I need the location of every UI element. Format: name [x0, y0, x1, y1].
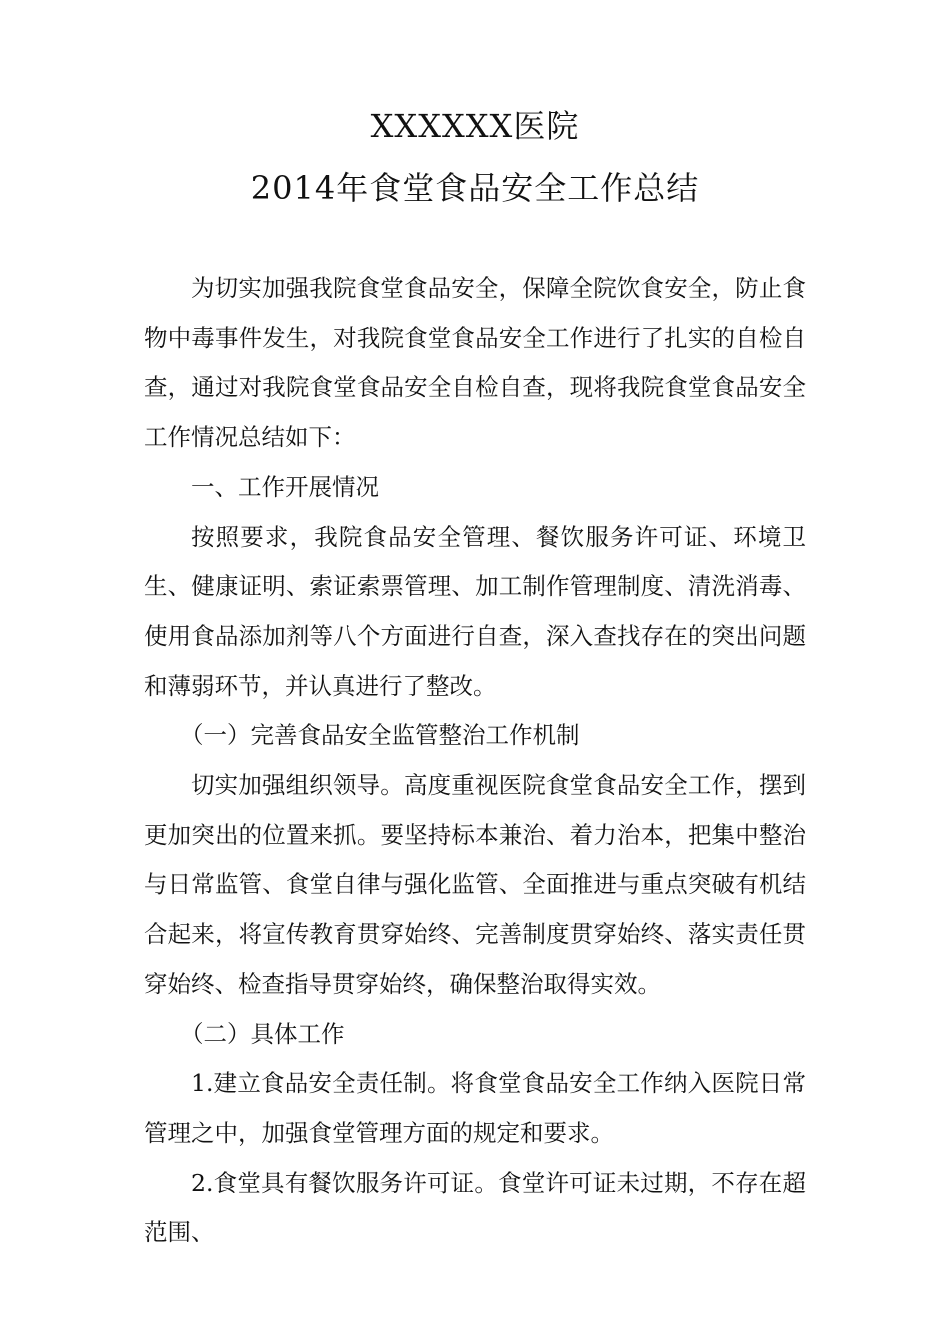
- section-paragraph-work-status: 按照要求，我院食品安全管理、餐饮服务许可证、环境卫生、健康证明、索证索票管理、加工制作管理制度、清洗消毒、使用食品添加剂等八个方面进行自查，深入查找存在的突出问题和薄弱环节，并认真进行了整改。: [144, 522, 806, 700]
- subsection-heading-specific-work: （二）具体工作: [180, 1019, 345, 1048]
- section-heading-work-status: 一、工作开展情况: [191, 472, 379, 501]
- intro-paragraph: 为切实加强我院食堂食品安全，保障全院饮食安全，防止食物中毒事件发生，对我院食堂食品安全工作进行了扎实的自检自查，通过对我院食堂食品安全自检自查，现将我院食堂食品安全工作情况总结如下：: [144, 274, 806, 452]
- title-hospital-name: XXXXXX医院: [370, 107, 580, 145]
- title-report-name: 2014年食堂食品安全工作总结: [250, 169, 700, 207]
- list-item-responsibility: 1.建立食品安全责任制。将食堂食品安全工作纳入医院日常管理之中，加强食堂管理方面的规定和要求。: [144, 1069, 806, 1147]
- document-body: [144, 264, 806, 1258]
- document-title: [0, 95, 950, 219]
- subsection-paragraph-mechanism: 切实加强组织领导。高度重视医院食堂食品安全工作，摆到更加突出的位置来抓。要坚持标本兼治、着力治本，把集中整治与日常监管、食堂自律与强化监管、全面推进与重点突破有机结合起来，将宣传教育贯穿始终、完善制度贯穿始终、落实责任贯穿始终、检查指导贯穿始终，确保整治取得实效。: [144, 771, 806, 998]
- subsection-heading-mechanism: （一）完善食品安全监管整治工作机制: [180, 721, 580, 750]
- list-item-license: 2.食堂具有餐饮服务许可证。食堂许可证未过期，不存在超范围、: [144, 1168, 806, 1247]
